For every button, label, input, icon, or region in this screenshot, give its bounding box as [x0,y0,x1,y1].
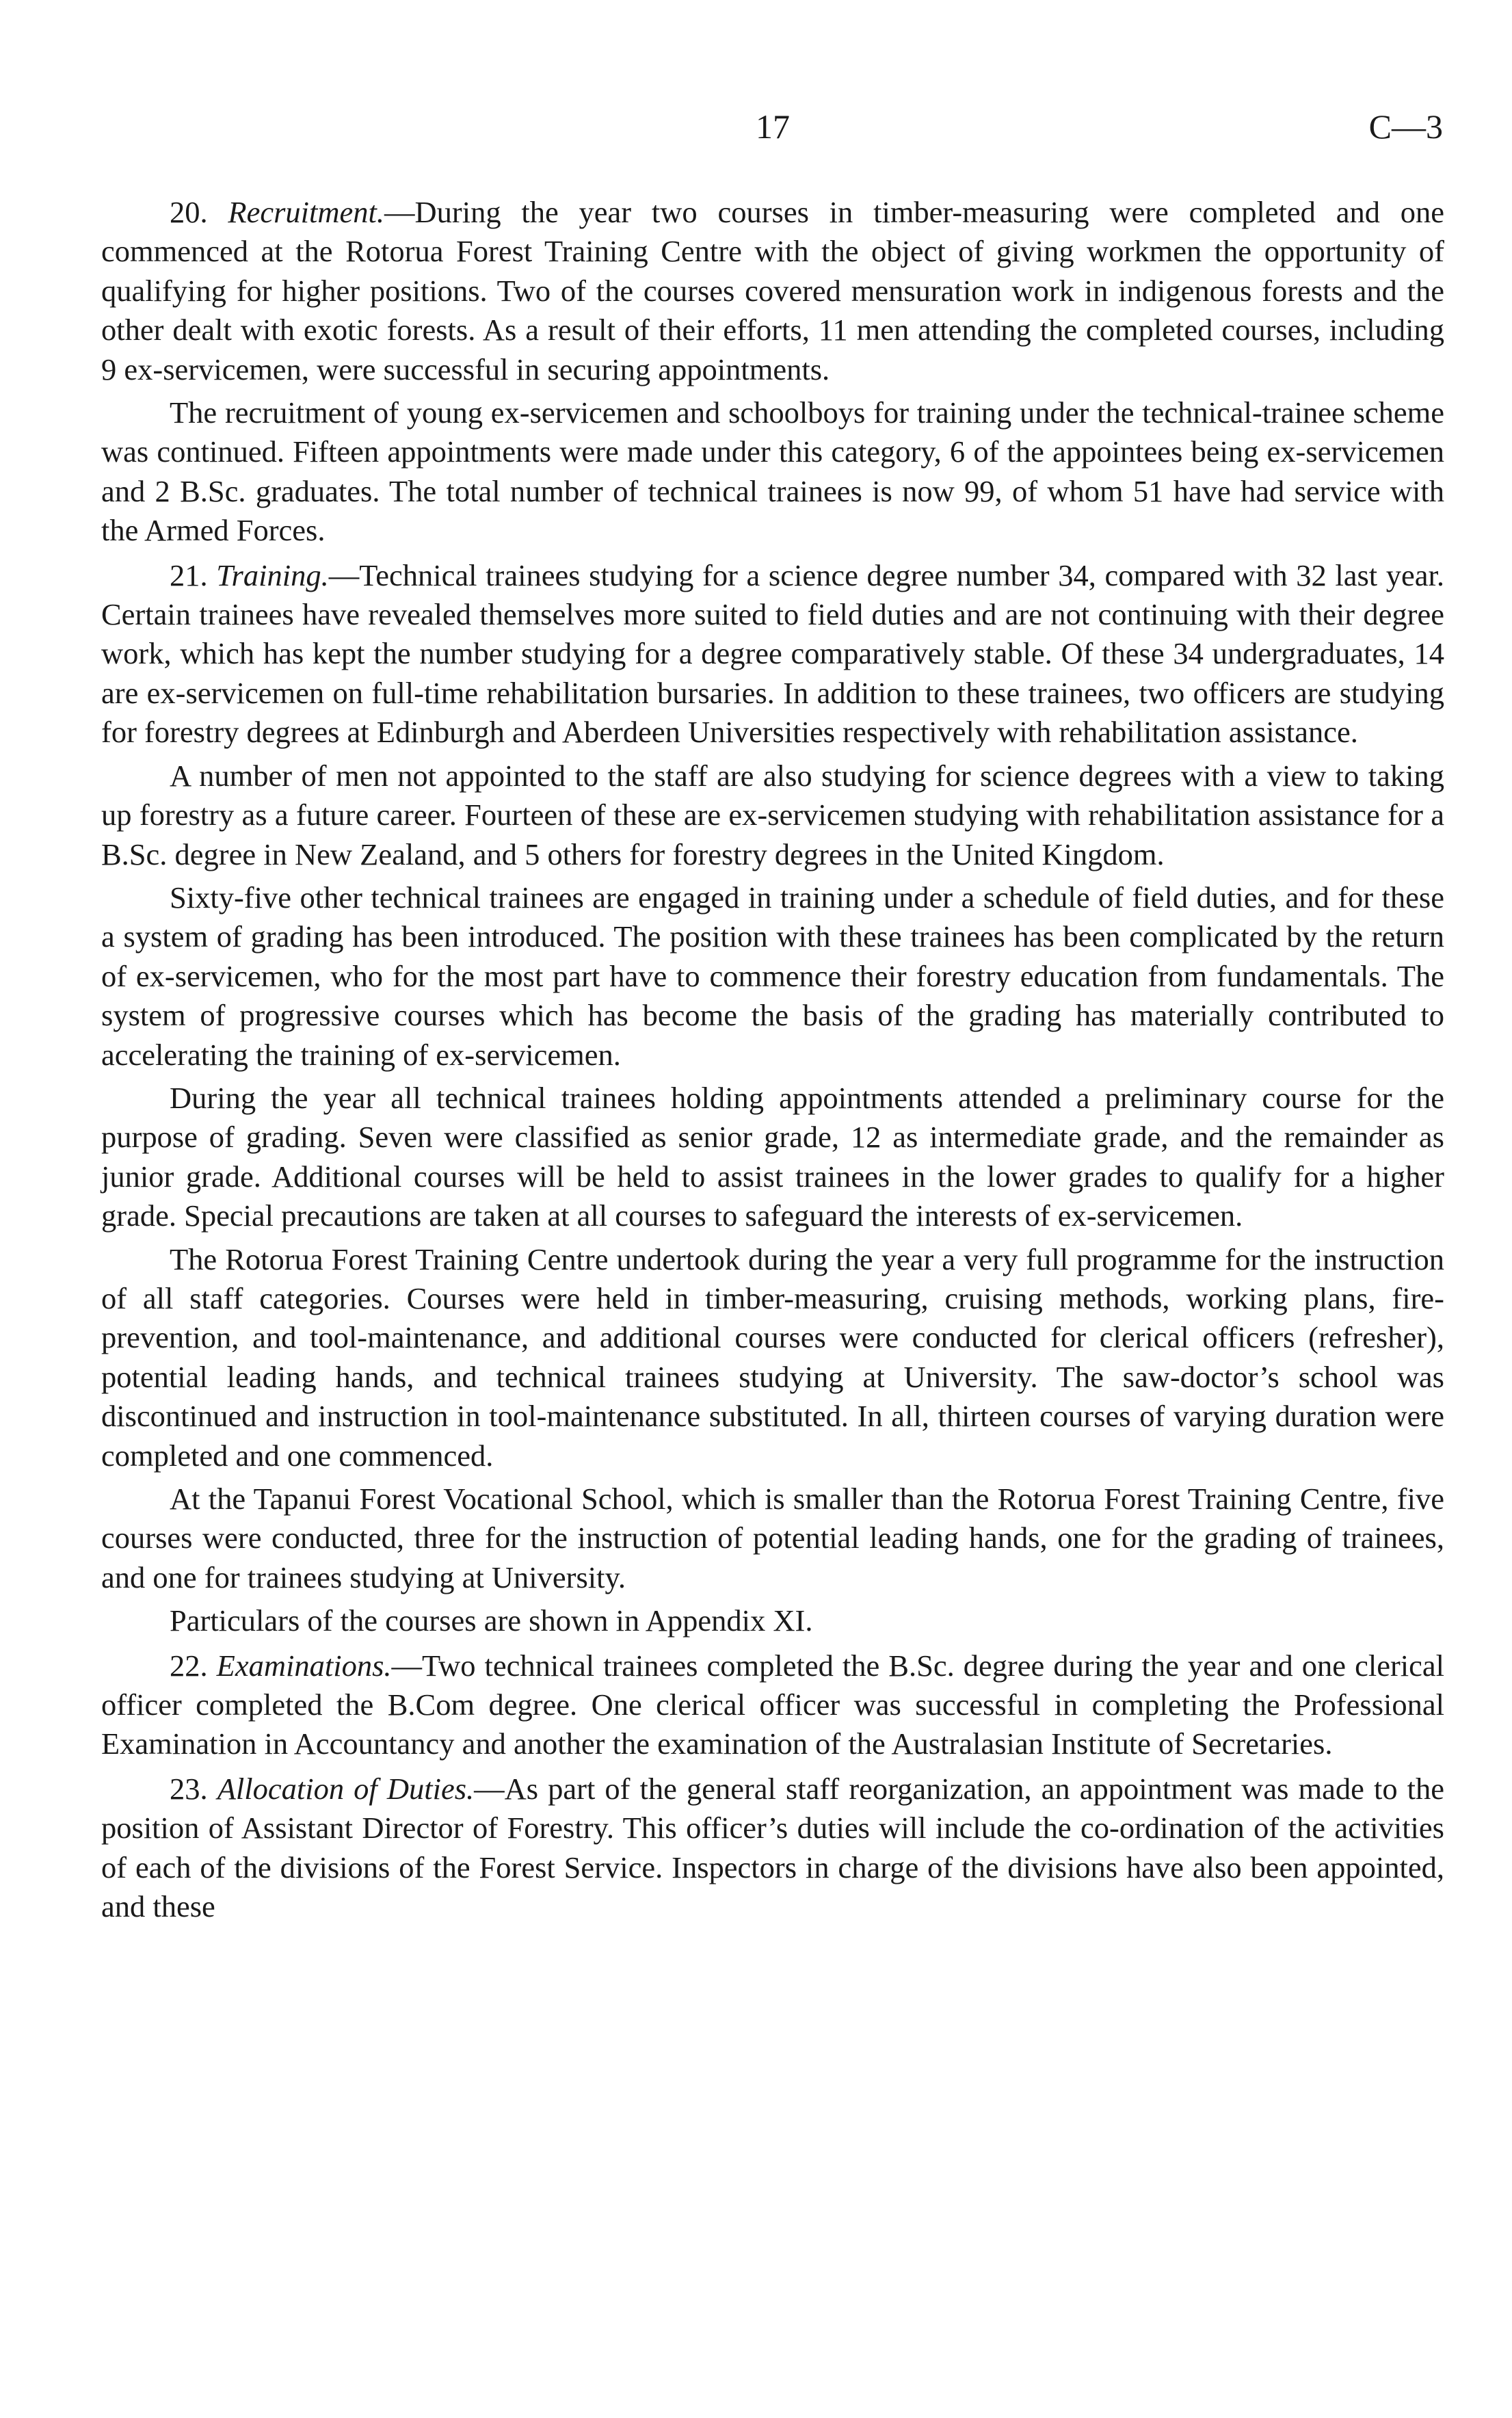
paragraph-text: —During the year two courses in timber-measuring were completed and one commenced at the Rotorua Forest Training Centre with the object of giving workmen the opportunity of qualifying for higher positions. Two of the courses covered mensuration work in indigenous forests and the other dealt with exotic forests. As a result of their efforts, 11 men attending the completed courses, including 9 ex-servicemen, were successful in securing appointments. [101,195,1444,386]
paragraph-recruitment [101,193,1444,389]
section-title: Training. [216,557,329,592]
section-title: Recruitment. [228,195,385,229]
paragraph [101,1601,1444,1640]
paragraph [101,878,1444,1075]
section-title: Examinations. [216,1648,392,1683]
section-title: Allocation of Duties. [217,1771,475,1806]
paragraph [101,393,1444,551]
paragraph [101,1079,1444,1236]
section-number: 21. [170,557,208,592]
paragraph-text: Particulars of the courses are shown in Appendix XI. [170,1603,813,1638]
paragraph [101,757,1444,874]
paragraph-allocation-of-duties [101,1770,1444,1927]
section-number: 22. [170,1648,208,1683]
paragraph-text: The recruitment of young ex-servicemen and schoolboys for training under the technical-trainee scheme was continued. Fifteen appointments were made under this category, 6 of the appointees being ex-servicemen and 2 B.Sc. graduates. The total number of technical trainees is now 99, of whom 51 have had service with the Armed Forces. [101,395,1444,548]
paragraph-text: Sixty-five other technical trainees are engaged in training under a schedule of field duties, and for these a system of grading has been introduced. The position with these trainees has been complicated by the return of ex-servicemen, who for the most part have to commence their forestry education from fundamentals. The system of progressive courses which has become the basis of the grading has materially contributed to accelerating the training of ex-servicemen. [101,880,1444,1072]
section-number: 20. [170,195,208,229]
paragraph-text: —Technical trainees studying for a science degree number 34, compared with 32 last year. Certain trainees have revealed themselves more suited to field duties and are not continuing with their degree work, which has kept the number studying for a degree comparatively stable. Of these 34 undergraduates, 14 are ex-servicemen on full-time rehabilitation bursaries. In addition to these trainees, two officers are studying for forestry degrees at Edinburgh and Aberdeen Universities respectively with rehabilitation assistance. [101,557,1445,750]
paragraph-text: At the Tapanui Forest Vocational School, which is smaller than the Rotorua Forest Training Centre, five courses were conducted, three for the instruction of potential leading hands, one for the grading of trainees, and one for trainees studying at University. [101,1482,1444,1594]
body-text [101,193,1444,1930]
paragraph [101,1240,1444,1475]
paragraph-training [101,556,1444,752]
section-number: 23. [170,1771,208,1806]
paragraph-examinations [101,1646,1444,1764]
document-reference: C—3 [1368,107,1443,146]
paragraph-text: A number of men not appointed to the staff are also studying for science degrees with a view to taking up forestry as a future career. Fourteen of these are ex-servicemen studying with rehabilitation assistance for a B.Sc. degree in New Zealand, and 5 others for forestry degrees in the United Kingdom. [101,758,1444,871]
paragraph-text: —As part of the general staff reorganization, an appointment was made to the position of Assistant Director of Forestry. This officer’s duties will include the co-ordination of the activities of each of the divisions of the Forest Service. Inspectors in charge of the divisions have also been appointed, and these [101,1771,1445,1924]
page-number: 17 [756,107,790,146]
page-header [103,106,1443,154]
paragraph-text: —Two technical trainees completed the B.Sc. degree during the year and one clerical officer completed the B.Com degree. One clerical officer was successful in completing the Professional Examination in Accountancy and another the examination of the Australasian Institute of Secretaries. [101,1648,1444,1761]
paragraph-text: During the year all technical trainees holding appointments attended a preliminary course for the purpose of grading. Seven were classified as senior grade, 12 as intermediate grade, and the remainder as junior grade. Additional courses will be held to assist trainees in the lower grades to qualify for a higher grade. Special precautions are taken at all courses to safeguard the interests of ex-servicemen. [101,1080,1444,1233]
paragraph-text: The Rotorua Forest Training Centre undertook during the year a very full programme for the instruction of all staff categories. Courses were held in timber-measuring, cruising methods, working plans, fire-prevention, and tool-maintenance, and additional courses were conducted for clerical officers (refresher), potential leading hands, and technical trainees studying at University. The saw-doctor’s school was discontinued and instruction in tool-maintenance substituted. In all, thirteen courses of varying duration were completed and one commenced. [101,1241,1444,1473]
paragraph [101,1480,1444,1597]
